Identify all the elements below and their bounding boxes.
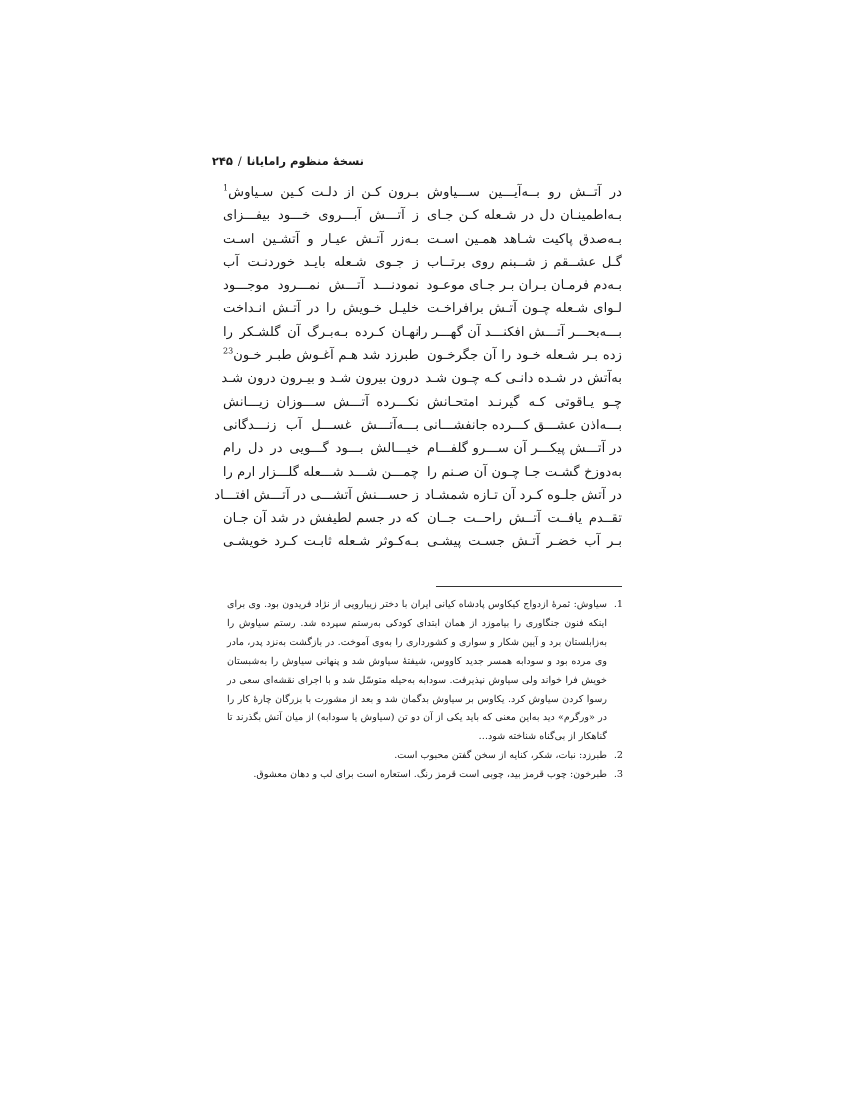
verse-line: نکـــرده آتـــش ســـوزان زیـــانش xyxy=(223,394,419,410)
footnote-text: طبرزد: نبات، شکر، کنایه از سخن گفتن محبوب است. xyxy=(394,750,607,762)
footnote-divider xyxy=(436,586,622,587)
verse-line: به‌دوزخ گشـت جـا چـون آن صـنم را xyxy=(427,464,622,480)
verse-line: خلیـل خـویش را در آتـش انـداخت xyxy=(223,301,419,317)
verse-line: بـه‌اطمینـان دل در شـعله کـن جـای xyxy=(427,208,622,224)
footnote-mark: 1 xyxy=(223,183,229,193)
page-number: ۲۴۵ xyxy=(211,154,233,168)
footnotes xyxy=(227,596,623,785)
verse-line xyxy=(223,344,419,367)
verse-line: چمـــن شـــد شـــعله گلـــزار ارم را xyxy=(222,464,419,480)
book-title: نسخهٔ منظوم رامایانا xyxy=(246,154,364,168)
verse-line: ز آتـــش آبـــروی خـــود بیفـــزای xyxy=(223,208,419,224)
footnote-number: 3. xyxy=(613,769,623,781)
verse-line: بـه‌صدق پاکیت شـاهد همـین اسـت xyxy=(427,231,622,247)
verse-line: بـه‌کـوثر شـعله ثابـت کـرد خویشـی xyxy=(223,534,419,550)
footnote-text: طبرخون: چوب قرمز بید، چوبی است قرمز رنگ. استعاره است برای لب و دهان معشوق. xyxy=(253,769,607,781)
verse-line: درون بیرون شـد و بیـرون درون شـد xyxy=(221,371,419,387)
verse-line: در آتــش رو بــه‌آیـــین ســـیاوش xyxy=(427,185,622,200)
footnote xyxy=(227,596,623,747)
footnote-number: 1. xyxy=(613,599,623,610)
footnote-number: 2. xyxy=(613,750,623,762)
verse-line: بـــه‌آتـــش غســـل آب زنـــدگانی xyxy=(223,417,419,433)
verse-line: که در جسم لطیفش در شد آن جـان xyxy=(223,511,419,527)
poem-right-column xyxy=(417,181,622,554)
footnote-mark: 3 xyxy=(228,346,234,356)
verse-line: ز حســـنش آتشـــی در آتـــش افتـــاد xyxy=(214,487,419,503)
footnote-text: سیاوش: ثمرهٔ ازدواج کیکاوس پادشاه کیانی ایران با دختر زیبارویی از نژاد فریدون بود. وی برای اینکه فنون جنگاوری را بیاموزد از همان ابتدای کودکی به‌رستم سپرده شد. رستم سیاوش را به‌زابلستان برد و آیین شکار و سواری و کشورداری را به‌وی آموخت. در بازگشت به‌نزد پدر، مادر وی مرده بود و سودابه همسر جدید کاووس، شیفتهٔ سیاوش شد و پنهانی سیاوش را به‌شبستان خویش فرا خواند ولی سیاوش نپذیرفت. سودابه به‌حیله متوسّل شد و با اجرای نقشه‌ای سعی در رسوا کردن سیاوش کرد. یکاوس بر سیاوش بدگمان شد و بعد از مشورت با بزرگان چارهٔ کار را در «ورگرم» دید به‌این معنی که باید یکی از آن دو تن (سیاوش یا سودابه) از میان آتش بگذرند تا گناهکار از بی‌گناه شناخته شود… xyxy=(227,599,607,743)
footnote xyxy=(227,766,623,785)
verse-line: بـه‌دم فرمـان بـران بـر جـای موعـود xyxy=(426,278,622,294)
verse-line: لـوای شـعله چـون آتـش برافراخـت xyxy=(427,301,622,317)
verse-line: چـو یـاقوتی کـه گیرنـد امتحـانش xyxy=(427,394,622,410)
verse-line: بـــه‌اذن عشـــق کـــرده جانفشـــانی xyxy=(423,417,622,433)
verse-line: گـل عشــقم ز شــبنم روی برتــاب xyxy=(427,254,622,270)
running-head xyxy=(211,152,364,170)
verse-line: در آتـــش پیکـــر آن ســـرو گلفـــام xyxy=(427,441,622,457)
verse-line: خیـــالش بـــود گـــویی در دل رام xyxy=(223,441,419,457)
footnote-mark: 2 xyxy=(223,346,229,356)
verse-line: ز جـوی شـعله بایـد خوردنـت آب xyxy=(223,254,419,270)
verse-line: نمودنـــد آتـــش نمـــرود موجـــود xyxy=(223,278,419,294)
verse-line: در آتش جلـوه کـرد آن تـازه شمشـاد xyxy=(424,487,622,503)
verse-line: بـــه‌بحـــر آتـــش افکنـــد آن گهـــر را xyxy=(417,324,622,340)
verse-line: نهـان کـرده بـه‌بـرگ آن گلشـکر را xyxy=(223,324,419,340)
verse-line xyxy=(223,181,419,204)
verse-line: بـه‌زر آتـش عیـار و آتشـین اسـت xyxy=(223,231,419,247)
verse-line: بـر آب خضـر آتـش جسـت پیشـی xyxy=(427,534,622,550)
verse-text: طبرزد شد هـم آغـوش طبـر خـون xyxy=(233,348,419,364)
verse-line: به‌آتش در شـده دانـی کـه چـون شـد xyxy=(425,371,622,387)
verse-line: تقــدم یافــت آتــش راحــت جــان xyxy=(427,511,622,527)
poem-left-column xyxy=(214,181,419,554)
footnote xyxy=(227,747,623,766)
verse-text: بـرون کـن از دلـت کـین سـیاوش xyxy=(228,185,419,200)
header-separator: / xyxy=(237,154,242,168)
verse-line: زده بـر شـعله خـود را آن جگرخـون xyxy=(427,348,622,364)
